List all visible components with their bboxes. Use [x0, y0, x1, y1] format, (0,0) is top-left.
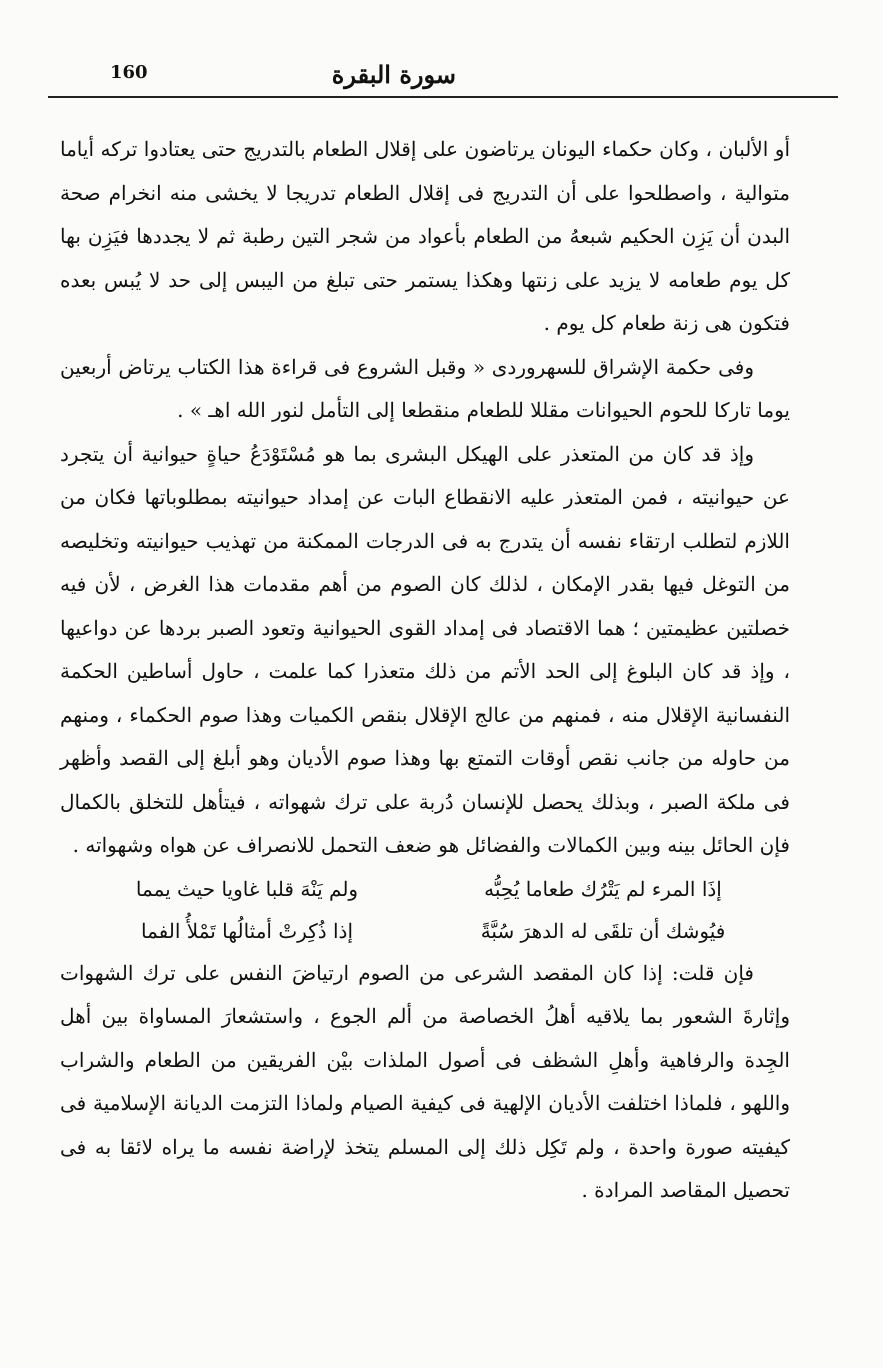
poem-verses [60, 868, 790, 952]
poem-verse-2-second-hemistich: إذا ذُكِرتْ أمثالُها تَمْلأُ الفما [140, 918, 354, 943]
header-rule [48, 96, 838, 98]
paragraph-1: أو الألبان ، وكان حكماء اليونان يرتاضون على إقلال الطعام بالتدريج حتى يعتادوا تركه أياما متوالية ، واصطلحوا على أن التدريج فى إقلال الطعام تدريجا لا يخشى منه انخرام صحة البدن أن يَزِن الحكيم شبعهُ من الطعام بأعواد من شجر التين رطبة ثم لا يجددها فيَزِن بها كل يوم طعامه لا يزيد على زنتها وهكذا يستمر حتى تبلغ من اليبس إلى حد لا يُبس بعده فتكون هى زنة طعام كل يوم . [60, 137, 790, 335]
poem-verse-1-second-hemistich: ولم يَنْهَ قلبا غاويا حيث يمما [135, 876, 359, 901]
poem-verse-2-first-hemistich: فيُوشك أن تلقَى له الدهرَ سُبَّةً [480, 918, 726, 943]
paragraph-2: وفى حكمة الإشراق للسهروردى « وقبل الشروع فى قراءة هذا الكتاب يرتاض أربعين يوما تاركا للحوم الحيوانات مقللا للطعام منقطعا إلى التأمل لنور الله اهـ » . [60, 354, 790, 422]
page-number: 160 [110, 62, 148, 83]
surah-title: سورة البقرة [331, 60, 456, 89]
page-body [60, 128, 790, 1213]
poem-verse-1-first-hemistich: إذَا المرء لم يَتْرُك طعاما يُحِبُّه [484, 876, 722, 901]
page-header [48, 52, 838, 92]
final-paragraph: فإن قلت: إذا كان المقصد الشرعى من الصوم ارتياضَ النفس على ترك الشهوات وإثارةَ الشعور بما يلاقيه أهلُ الخصاصة من ألم الجوع ، واستشعارَ المساواة بين أهل الجِدة والرفاهية وأهلِ الشظف فى أصول الملذات بيْن الفريقين من الطعام والشراب واللهو ، فلماذا اختلفت الأديان الإلهية فى كيفية الصيام ولماذا التزمت الديانة الإسلامية فى كيفيته صورة واحدة ، ولم تَكِل ذلك إلى المسلم يتخذ لإراضة نفسه ما يراه لائقا به فى تحصيل المقاصد المرادة . [60, 960, 790, 1202]
paragraph-3: وإذ قد كان من المتعذر على الهيكل البشرى بما هو مُسْتَوْدَعُ حياةٍ حيوانية أن يتجرد عن حيوانيته ، فمن المتعذر عليه الانقطاع البات عن إمداد حيوانيته بمطلوباتها فكان من اللازم لتطلب ارتقاء نفسه أن يتدرج به فى الدرجات الممكنة من تهذيب حيوانيته وتخليصه من التوغل فيها بقدر الإمكان ، لذلك كان الصوم من أهم مقدمات هذا الغرض ، لأن فيه خصلتين عظيمتين ؛ هما الاقتصاد فى إمداد القوى الحيوانية وتعود الصبر بردها عن دواعيها ، وإذ قد كان البلوغ إلى الحد الأتم من ذلك متعذرا كما علمت ، حاول أساطين الحكمة النفسانية الإقلال منه ، فمنهم من عالج الإقلال بنقص الكميات وهذا صوم الحكماء ، ومنهم من حاوله من جانب نقص أوقات التمتع بها وهذا صوم الأديان وهو أبلغ إلى القصد وأظهر فى ملكة الصبر ، وبذلك يحصل للإنسان دُربة على ترك شهواته ، فيتأهل للتخلق بالكمال فإن الحائل بينه وبين الكمالات والفضائل هو ضعف التحمل للانصراف عن هواه وشهواته . [60, 441, 790, 857]
